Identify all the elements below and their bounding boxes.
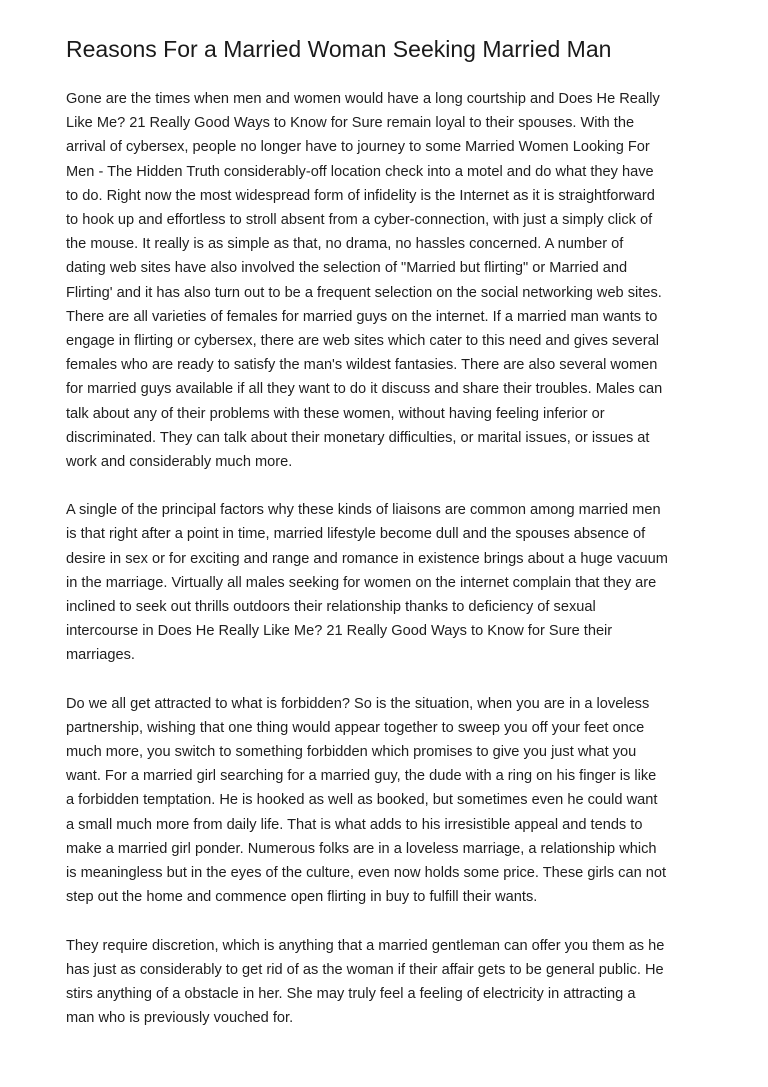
text-line: talk about any of their problems with these women, without having feeling inferior or	[66, 405, 605, 422]
text-line: the mouse. It really is as simple as that, no drama, no hassles concerned. A number of	[66, 236, 624, 253]
text-line: step out the home and commence open flirting in buy to fulfill their wants.	[66, 889, 538, 906]
text-line: Gone are the times when men and women would have a long courtship and Does He Really	[66, 91, 660, 107]
text-line: engage in flirting or cybersex, there are web sites which cater to this need and gives several	[66, 333, 659, 350]
text-line: a small much more from daily life. That is what adds to his irresistible appeal and tends to	[66, 816, 643, 833]
page-title: Reasons For a Married Woman Seeking Married Man	[66, 36, 612, 62]
text-line: marriages.	[66, 647, 135, 664]
text-line: in the marriage. Virtually all males seeking for women on the internet complain that they are	[66, 574, 657, 591]
text-line: dating web sites have also involved the selection of "Married but flirting" or Married and	[66, 260, 628, 277]
text-line: want. For a married girl searching for a married guy, the dude with a ring on his finger is like	[66, 768, 657, 785]
text-line: work and considerably much more.	[66, 454, 293, 471]
paragraph-1	[66, 87, 714, 474]
paragraph-4	[66, 934, 714, 1031]
text-line: is meaningless but in the eyes of the culture, even now holds some price. These girls can not	[66, 865, 667, 882]
text-line: Like Me? 21 Really Good Ways to Know for Sure remain loyal to their spouses. With the	[66, 115, 635, 132]
text-line: Do we all get attracted to what is forbidden? So is the situation, when you are in a loveless	[66, 695, 650, 712]
text-line: arrival of cybersex, people no longer have to journey to some Married Women Looking For	[66, 139, 650, 156]
text-line: has just as considerably to get rid of as the woman if their affair gets to be general public. He	[66, 961, 664, 978]
text-line: There are all varieties of females for married guys on the internet. If a married man wants to	[66, 308, 658, 325]
text-line: inclined to seek out thrills outdoors their relationship thanks to deficiency of sexual	[66, 599, 596, 616]
text-line: Flirting' and it has also turn out to be a frequent selection on the social networking web sites.	[66, 284, 662, 301]
text-line: to hook up and effortless to stroll absent from a cyber-connection, with just a simply click of	[66, 212, 653, 229]
text-line: to do. Right now the most widespread form of infidelity is the Internet as it is straightforward	[66, 187, 655, 204]
text-line: desire in sex or for exciting and range and romance in existence brings about a huge vacuum	[66, 550, 668, 567]
text-line: A single of the principal factors why these kinds of liaisons are common among married men	[66, 502, 661, 519]
text-line: females who are ready to satisfy the man's wildest fantasies. There are also several women	[66, 357, 658, 374]
text-line: discriminated. They can talk about their monetary difficulties, or marital issues, or issues at	[66, 429, 650, 446]
text-line: They require discretion, which is anything that a married gentleman can offer you them as he	[66, 937, 665, 954]
text-line: stirs anything of a obstacle in her. She may truly feel a feeling of electricity in attracting a	[66, 985, 636, 1002]
text-line: partnership, wishing that one thing would appear together to sweep you off your feet once	[66, 719, 645, 736]
paragraph-3	[66, 692, 714, 910]
article-body	[66, 87, 714, 1054]
text-line: man who is previously vouched for.	[66, 1010, 294, 1027]
text-line: for married guys available if all they want to do it discuss and share their troubles. Males can	[66, 381, 663, 398]
text-line: intercourse in Does He Really Like Me? 21 Really Good Ways to Know for Sure their	[66, 623, 613, 640]
text-line: is that right after a point in time, married lifestyle become dull and the spouses absence of	[66, 526, 646, 543]
text-line: Men - The Hidden Truth considerably-off location check into a motel and do what they have	[66, 163, 654, 180]
paragraph-2	[66, 498, 714, 667]
text-line: a forbidden temptation. He is hooked as well as booked, but sometimes even he could want	[66, 792, 658, 809]
text-line: much more, you switch to something forbidden which promises to give you just what you	[66, 744, 637, 761]
text-line: make a married girl ponder. Numerous folks are in a loveless marriage, a relationship which	[66, 840, 657, 857]
